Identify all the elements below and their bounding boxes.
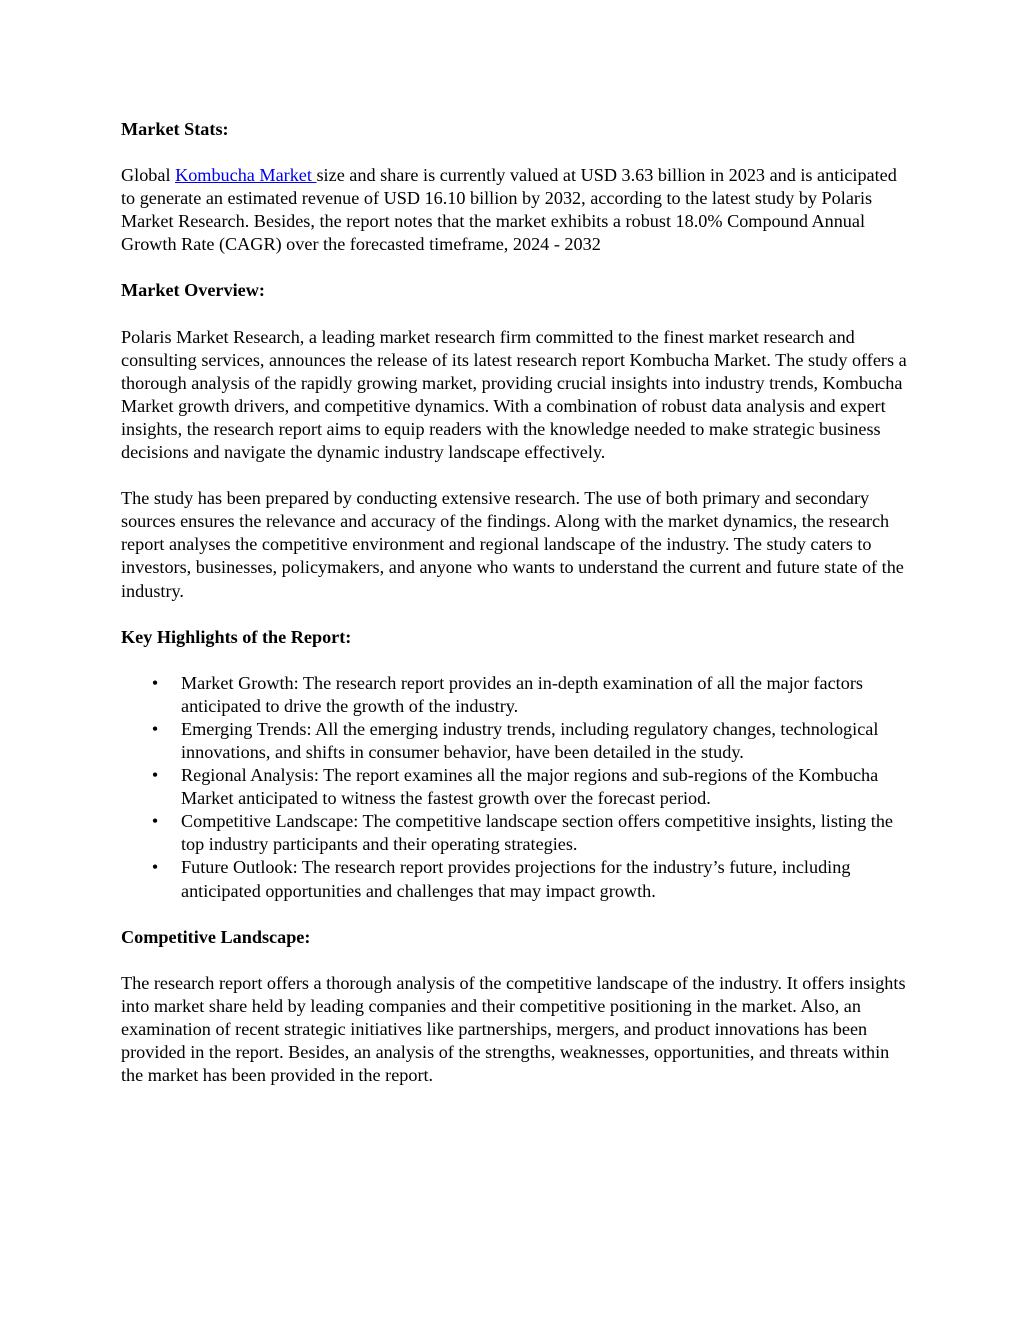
list-item-text: Competitive Landscape: The competitive landscape section offers competitive insights, listing the top industry participants and their operating strategies.: [181, 811, 894, 855]
market-stats-heading: Market Stats:: [121, 119, 229, 139]
list-item-text: Future Outlook: The research report provides projections for the industry’s future, including anticipated opportunities and challenges that may impact growth.: [181, 857, 851, 901]
key-highlights-heading: Key Highlights of the Report:: [121, 626, 352, 647]
bullet-icon: •: [151, 857, 159, 878]
market-stats-text-before-link: Global: [121, 165, 176, 186]
key-highlights-list: [121, 672, 911, 903]
list-item: [121, 672, 911, 718]
market-stats-text-after-link: size and share is currently valued at USD 3.63 billion in 2023 and is anticipated to generate an estimated revenue of USD 16.10 billion by 2032, according to the latest study by Polaris Market Research. Besides, the report notes that the market exhibits a robust 18.0% Compound Annual Growth Rate (CAGR) over the forecasted timeframe, 2024 - 2032: [121, 165, 897, 255]
bullet-icon: •: [151, 811, 159, 832]
list-item-text: Regional Analysis: The report examines all the major regions and sub-regions of the Kombucha Market anticipated to witness the fastest growth over the forecast period.: [181, 765, 879, 809]
list-item-text: Emerging Trends: All the emerging industry trends, including regulatory changes, technological innovations, and shifts in consumer behavior, have been detailed in the study.: [181, 718, 879, 762]
list-item: [121, 856, 911, 902]
market-overview-paragraph-2: The study has been prepared by conducting extensive research. The use of both primary and secondary sources ensures the relevance and accuracy of the findings. Along with the market dynamics, the research report analyses the competitive environment and regional landscape of the industry. The study caters to investors, businesses, policymakers, and anyone who wants to understand the current and future state of the industry.: [121, 488, 904, 601]
competitive-landscape-heading: Competitive Landscape:: [121, 926, 311, 947]
kombucha-market-link[interactable]: Kombucha Market: [175, 165, 317, 186]
list-item-text: Market Growth: The research report provides an in-depth examination of all the major factors anticipated to drive the growth of the industry.: [181, 672, 863, 716]
list-item: [121, 764, 911, 810]
list-item: [121, 718, 911, 764]
bullet-icon: •: [151, 672, 159, 693]
market-overview-heading: Market Overview:: [121, 280, 265, 301]
bullet-icon: •: [151, 718, 159, 739]
document-page: [121, 118, 911, 1110]
market-overview-paragraph-1: Polaris Market Research, a leading market research firm committed to the finest market research and consulting services, announces the release of its latest research report Kombucha Market. The study offers a thorough analysis of the rapidly growing market, providing crucial insights into industry trends, Kombucha Market growth drivers, and competitive dynamics. With a combination of robust data analysis and expert insights, the research report aims to equip readers with the knowledge needed to make strategic business decisions and navigate the dynamic industry landscape effectively.: [121, 326, 907, 463]
list-item: [121, 810, 911, 856]
bullet-icon: •: [151, 765, 159, 786]
market-stats-paragraph: [121, 164, 911, 256]
competitive-landscape-paragraph: The research report offers a thorough analysis of the competitive landscape of the industry. It offers insights into market share held by leading companies and their competitive positioning in the market. Also, an examination of recent strategic initiatives like partnerships, mergers, and product innovations has been provided in the report. Besides, an analysis of the strengths, weaknesses, opportunities, and threats within the market has been provided in the report.: [121, 972, 906, 1086]
